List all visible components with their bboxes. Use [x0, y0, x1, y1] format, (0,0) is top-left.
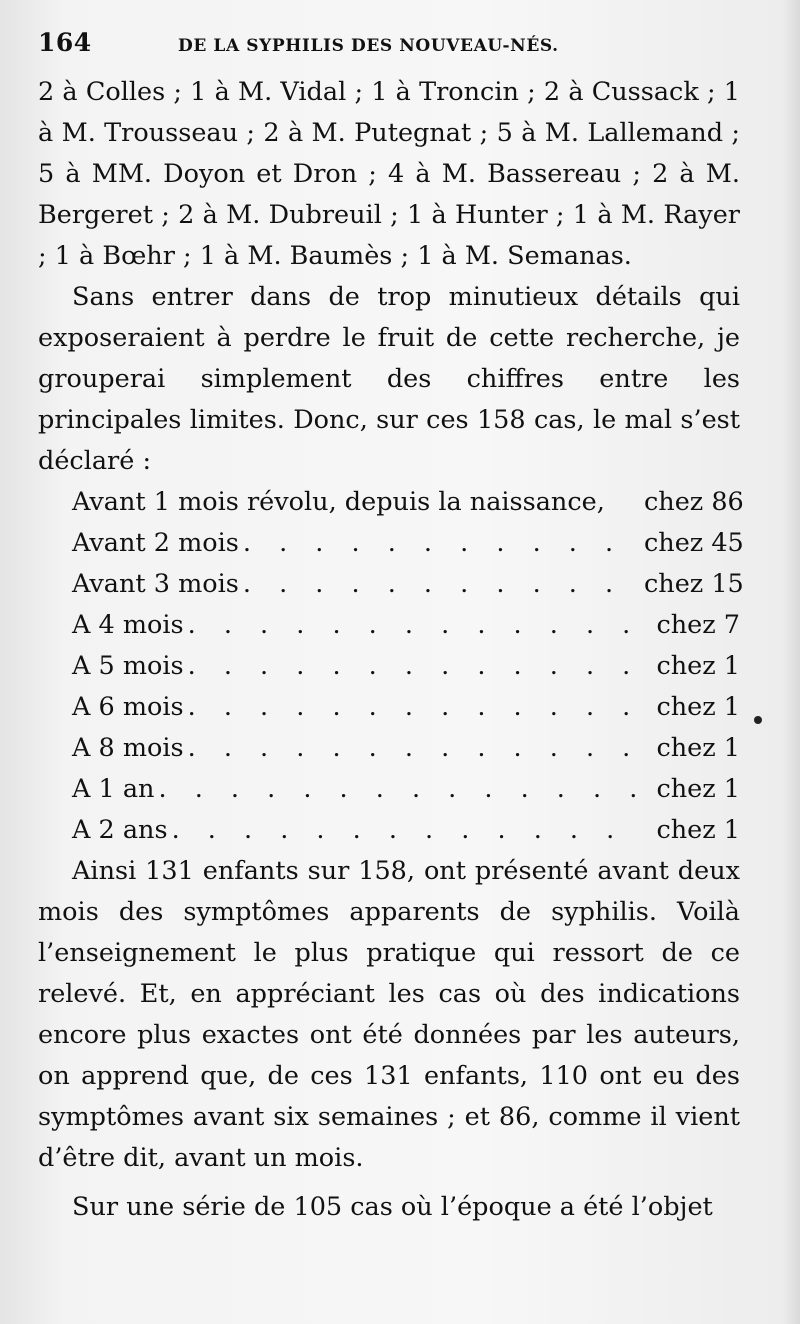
row-value: chez 86 — [644, 487, 744, 517]
row-value: chez 1 — [656, 815, 740, 845]
row-value: chez 1 — [656, 692, 740, 722]
onset-table — [38, 482, 744, 851]
paragraph-continuation: Sur une série de 105 cas où l’époque a été l’objet — [72, 1192, 713, 1222]
row-label: A 4 mois — [72, 610, 184, 640]
margin-ink-spot — [754, 716, 762, 724]
table-row — [38, 605, 740, 646]
row-label: A 8 mois — [72, 733, 184, 763]
paragraph-intro: Sans entrer dans de trop minutieux détails qui exposeraient à perdre le fruit de cette recherche, je grouperai simplement des chiffres entre les principales limites. Donc, sur ces 158 cas, le mal s’est déclaré : — [38, 282, 740, 476]
leader-dots — [188, 646, 640, 687]
leader-dots — [158, 769, 640, 810]
body-text — [38, 72, 744, 1228]
row-label: A 1 an — [72, 774, 155, 804]
leader-dots — [188, 687, 640, 728]
page-number: 164 — [38, 28, 92, 57]
table-row — [38, 646, 740, 687]
running-title: DE LA SYPHILIS DES NOUVEAU-NÉS. — [178, 36, 559, 56]
table-row — [38, 810, 740, 851]
row-label: A 5 mois — [72, 651, 184, 681]
row-value: chez 45 — [644, 528, 744, 558]
running-head — [38, 22, 740, 72]
table-row — [38, 564, 744, 605]
table-row — [38, 523, 744, 564]
leader-dots — [188, 728, 640, 769]
table-row — [38, 687, 740, 728]
paragraph-conclusion: Ainsi 131 enfants sur 158, ont présenté avant deux mois des symptômes apparents de syphilis. Voilà l’enseignement le plus pratique qui ressort de ce relevé. Et, en appréciant les cas où des indications encore plus exactes ont été données par les auteurs, on apprend que, de ces 131 enfants, 110 ont eu des symptômes avant six semaines ; et 86, comme il vient d’être dit, avant un mois. — [38, 856, 740, 1173]
leader-dots — [243, 523, 640, 564]
row-label: Avant 2 mois — [72, 528, 239, 558]
table-row — [38, 769, 740, 810]
leader-dots — [243, 564, 640, 605]
leader-dots — [172, 810, 640, 851]
table-row — [38, 728, 740, 769]
row-value: chez 1 — [656, 733, 740, 763]
page-content — [38, 22, 744, 1228]
page-gutter-shadow — [782, 0, 800, 1324]
paragraph-case-list: 2 à Colles ; 1 à M. Vidal ; 1 à Troncin ; 2 à Cussack ; 1 à M. Trousseau ; 2 à M. Putegnat ; 5 à M. Lallemand ; 5 à MM. Doyon et Dron ; 4 à M. Bassereau ; 2 à M. Bergeret ; 2 à M. Dubreuil ; 1 à Hunter ; 1 à M. Rayer ; 1 à Bœhr ; 1 à M. Baumès ; 1 à M. Semanas. — [38, 77, 740, 271]
table-row — [38, 482, 744, 523]
leader-dots — [188, 605, 640, 646]
row-label: A 6 mois — [72, 692, 184, 722]
row-label: A 2 ans — [72, 815, 168, 845]
row-label: Avant 1 mois révolu, depuis la naissance, — [72, 487, 605, 517]
row-value: chez 1 — [656, 774, 740, 804]
row-value: chez 1 — [656, 651, 740, 681]
row-value: chez 15 — [644, 569, 744, 599]
row-label: Avant 3 mois — [72, 569, 239, 599]
row-value: chez 7 — [656, 610, 740, 640]
